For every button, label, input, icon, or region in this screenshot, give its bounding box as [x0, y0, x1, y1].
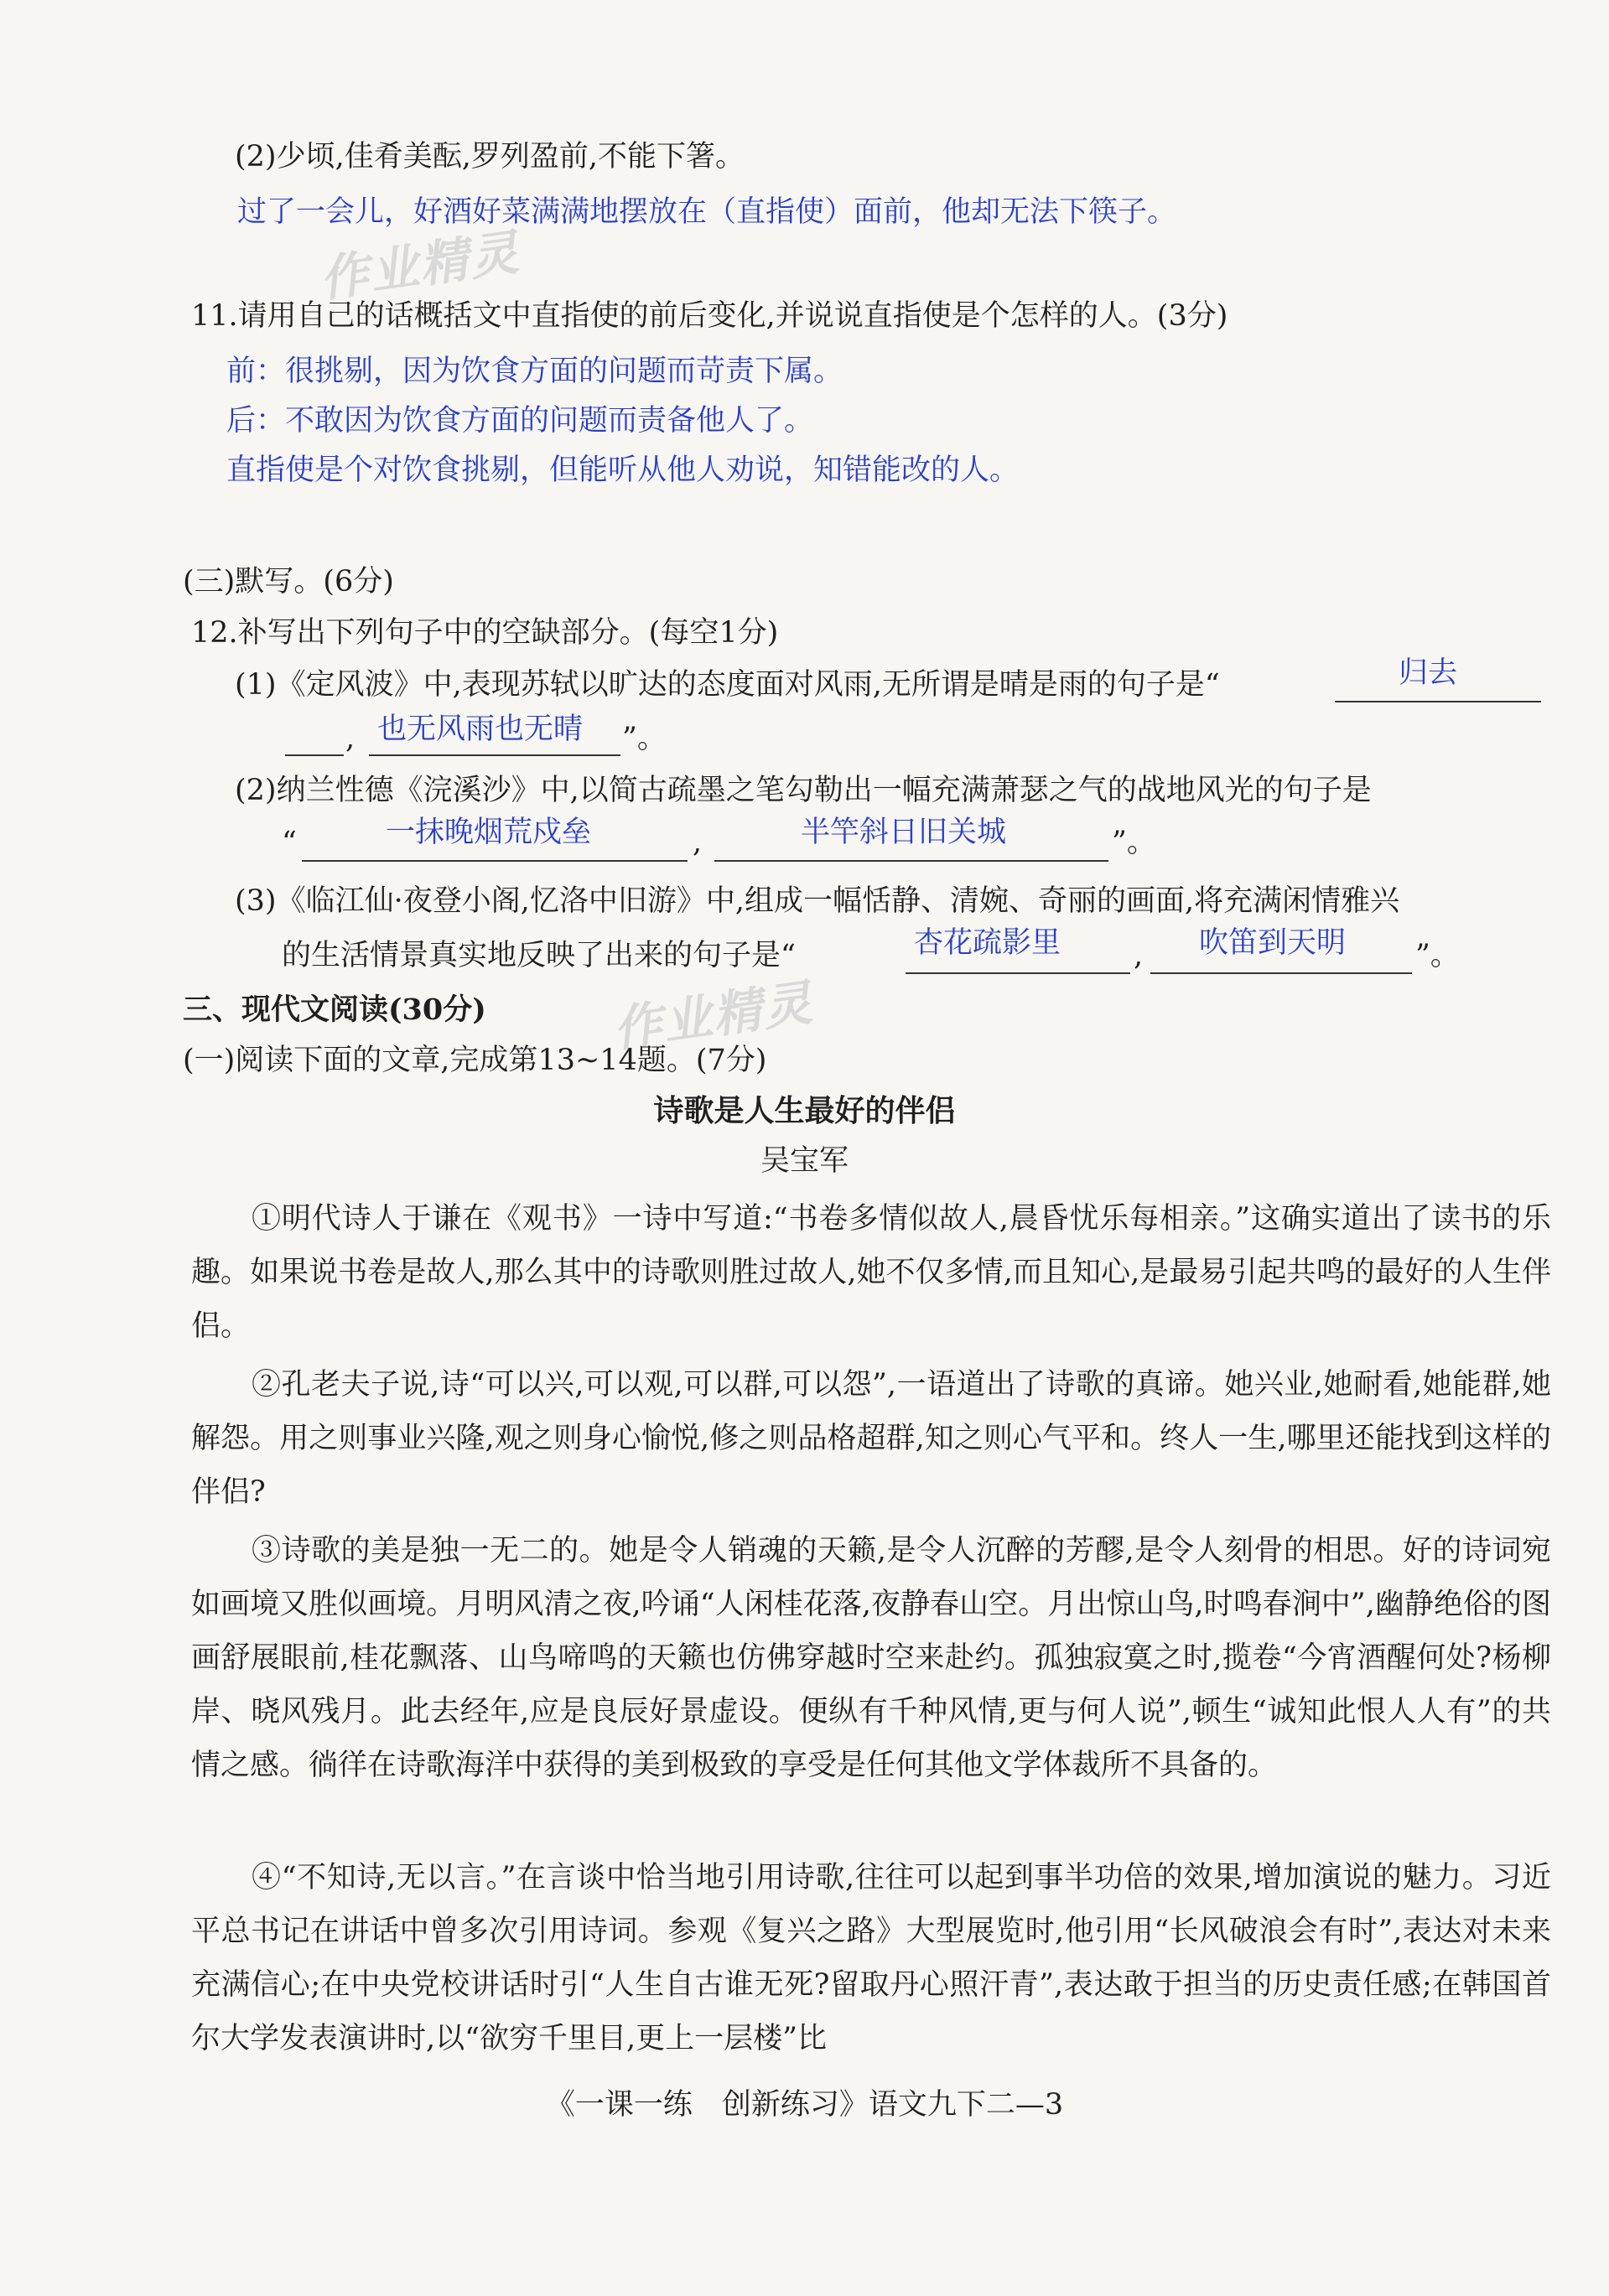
q12-item1-answer1: 归去 [1399, 656, 1458, 690]
article-title: 诗歌是人生最好的伴侣 [653, 1093, 956, 1128]
q12-item3-answer2: 吹笛到天明 [1199, 926, 1347, 960]
q11-question: 11.请用自己的话概括文中直指使的前后变化,并说说直指使是个怎样的人。(3分) [191, 299, 1228, 333]
page-footer: 《一课一练 创新练习》语文九下二—3 [545, 2088, 1064, 2122]
q12-item3-blank2[interactable] [1150, 972, 1412, 974]
q12-item3-blank1[interactable] [906, 972, 1130, 974]
article-paragraph-3: ③诗歌的美是独一无二的。她是令人销魂的天籁,是令人沉醉的芳醪,是令人刻骨的相思。好的诗词宛如画境又胜似画境。月明风清之夜,吟诵“人闲桂花落,夜静春山空。月出惊山鸟,时鸣春涧中”,幽静绝俗的图画舒展眼前,桂花飘落、山鸟啼鸣的天籁也仿佛穿越时空来赴约。孤独寂寞之时,揽卷“今宵酒醒何处?杨柳岸、晓风残月。此去经年,应是良辰好景虚设。便纵有千种风情,更与何人说”,顿生“诚知此恨人人有”的共情之感。徜徉在诗歌海洋中获得的美到极致的享受是任何其他文学体裁所不具备的。 [191, 1534, 1551, 1782]
q12-item3-end: ”。 [1415, 939, 1460, 972]
part3-subtitle: (一)阅读下面的文章,完成第13~14题。(7分) [183, 1044, 767, 1077]
q12-item3-text: (3)《临江仙·夜登小阁,忆洛中旧游》中,组成一幅恬静、清婉、奇丽的画面,将充满闲情雅兴 [235, 884, 1400, 918]
article-paragraph-1: ①明代诗人于谦在《观书》一诗中写道:“书卷多情似故人,晨昏忧乐每相亲。”这确实道出了读书的乐趣。如果说书卷是故人,那么其中的诗歌则胜过故人,她不仅多情,而且知心,是最易引起共鸣的最好的人生伴侣。 [191, 1202, 1551, 1343]
q12-item1-answer2: 也无风雨也无晴 [377, 713, 584, 746]
watermark: 作业精灵 [316, 223, 524, 308]
q12-item2-end: ”。 [1112, 826, 1156, 859]
article-author: 吴宝军 [760, 1144, 849, 1178]
q12-item1-comma: , [345, 722, 356, 755]
q12-item3-comma: , [1134, 939, 1144, 972]
q11-answer-before: 前：很挑剔，因为饮食方面的问题而苛责下属。 [226, 355, 843, 388]
q12-item1-blank1[interactable] [1335, 701, 1541, 702]
q10-item2-question: (2)少顷,佳肴美酝,罗列盈前,不能下箸。 [235, 140, 745, 174]
q10-item2-answer: 过了一会儿，好酒好菜满满地摆放在（直指使）面前，他却无法下筷子。 [237, 195, 1177, 229]
q12-item3-text2: 的生活情景真实地反映了出来的句子是“ [282, 939, 796, 972]
q11-answer-character: 直指使是个对饮食挑剔，但能听从他人劝说，知错能改的人。 [226, 453, 1020, 487]
q12-item1-blank2[interactable] [369, 754, 620, 756]
q12-item2-answer2: 半竿斜日旧关城 [801, 816, 1007, 849]
q12-item1-blank1-cont[interactable] [285, 754, 344, 756]
q12-item1-end: ”。 [622, 722, 667, 755]
section3-title: (三)默写。(6分) [183, 565, 394, 599]
q12-item2-text: (2)纳兰性德《浣溪沙》中,以简古疏墨之笔勾勒出一幅充满萧瑟之气的战地风光的句子是 [235, 774, 1372, 807]
q12-question: 12.补写出下列句子中的空缺部分。(每空1分) [191, 616, 779, 650]
q12-item2-open: “ [282, 826, 297, 859]
article-paragraph-2: ②孔老夫子说,诗“可以兴,可以观,可以群,可以怨”,一语道出了诗歌的真谛。她兴业,她耐看,她能群,她解怨。用之则事业兴隆,观之则身心愉悦,修之则品格超群,知之则心气平和。终人一生,哪里还能找到这样的伴侣? [191, 1368, 1551, 1509]
q11-answer-after: 后：不敢因为饮食方面的问题而责备他人了。 [226, 404, 814, 438]
q12-item2-blank2[interactable] [714, 860, 1108, 862]
q12-item3-answer1: 杏花疏影里 [914, 926, 1061, 960]
watermark: 作业精灵 [610, 973, 817, 1059]
q12-item2-answer1: 一抹晚烟荒戍垒 [386, 816, 592, 849]
q12-item1-text: (1)《定风波》中,表现苏轼以旷达的态度面对风雨,无所谓是晴是雨的句子是“ [235, 668, 1220, 702]
part3-title: 三、现代文阅读(30分) [183, 993, 486, 1027]
q12-item2-comma: , [693, 826, 703, 859]
article-paragraph-4: ④“不知诗,无以言。”在言谈中恰当地引用诗歌,往往可以起到事半功倍的效果,增加演说的魅力。习近平总书记在讲话中曾多次引用诗词。参观《复兴之路》大型展览时,他引用“长风破浪会有时”,表达对未来充满信心;在中央党校讲话时引“人生自古谁无死?留取丹心照汗青”,表达敢于担当的历史责任感;在韩国首尔大学发表演讲时,以“欲穷千里目,更上一层楼”比 [191, 1861, 1551, 2055]
q12-item2-blank1[interactable] [302, 860, 688, 862]
